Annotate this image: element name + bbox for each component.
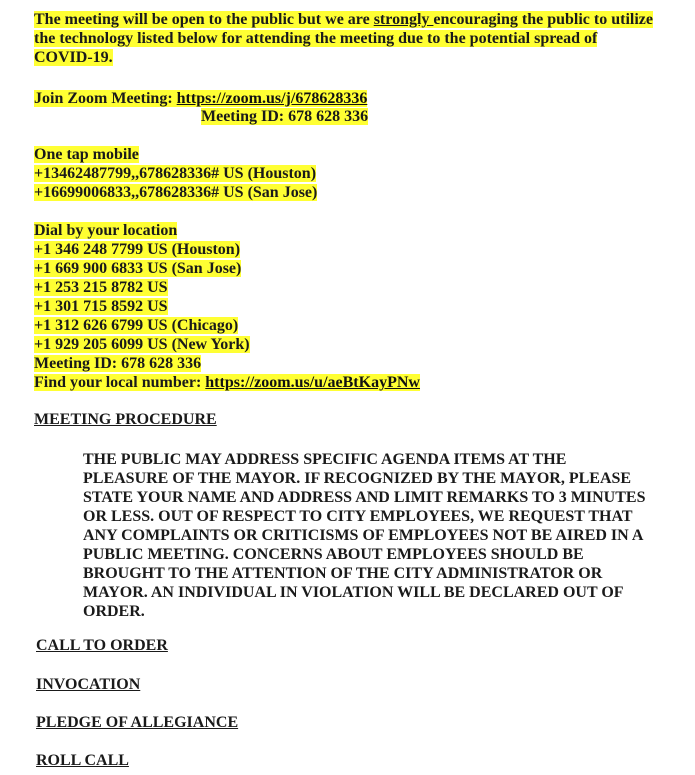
dial-number: +1 312 626 6799 US (Chicago): [34, 317, 239, 334]
dial-number: +1 669 900 6833 US (San Jose): [34, 260, 242, 277]
covid-notice: [34, 10, 653, 67]
meeting-procedure-text: [83, 450, 663, 621]
notice-text-post: encouraging the public to utilize: [433, 11, 653, 28]
local-number-link[interactable]: https://zoom.us/u/aeBtKayPNw: [205, 374, 420, 391]
procedure-line: ORDER.: [83, 603, 145, 620]
agenda-invocation: INVOCATION: [36, 676, 141, 693]
procedure-line: PLEASURE OF THE MAYOR. IF RECOGNIZED BY THE MAYOR, PLEASE: [83, 470, 632, 487]
procedure-line: OR LESS. OUT OF RESPECT TO CITY EMPLOYEES, WE REQUEST THAT: [83, 508, 633, 525]
dial-number: +1 346 248 7799 US (Houston): [34, 241, 241, 258]
notice-emphasis: strongly: [373, 11, 434, 28]
one-tap-heading: One tap mobile: [34, 146, 139, 163]
agenda-call-to-order: CALL TO ORDER: [36, 637, 168, 654]
dial-heading: Dial by your location: [34, 222, 178, 239]
procedure-line: BROUGHT TO THE ATTENTION OF THE CITY ADMINISTRATOR OR: [83, 565, 603, 582]
notice-text-pre: The meeting will be open to the public but we are: [34, 11, 374, 28]
procedure-line: STATE YOUR NAME AND ADDRESS AND LIMIT REMARKS TO 3 MINUTES: [83, 489, 646, 506]
zoom-join-label: Join Zoom Meeting:: [34, 90, 177, 107]
one-tap-line: +16699006833,,678628336# US (San Jose): [34, 184, 318, 201]
notice-line-3: COVID-19.: [34, 49, 113, 66]
dial-number: +1 253 215 8782 US: [34, 279, 168, 296]
meeting-procedure-heading: MEETING PROCEDURE: [34, 411, 217, 428]
dial-by-location-section: [34, 221, 420, 392]
agenda-pledge: PLEDGE OF ALLEGIANCE: [36, 714, 239, 731]
procedure-line: THE PUBLIC MAY ADDRESS SPECIFIC AGENDA ITEMS AT THE: [83, 451, 567, 468]
dial-number: +1 301 715 8592 US: [34, 298, 168, 315]
procedure-line: MAYOR. AN INDIVIDUAL IN VIOLATION WILL BE DECLARED OUT OF: [83, 584, 624, 601]
one-tap-mobile-section: [34, 145, 317, 202]
procedure-line: ANY COMPLAINTS OR CRITICISMS OF EMPLOYEES NOT BE AIRED IN A: [83, 527, 644, 544]
one-tap-line: +13462487799,,678628336# US (Houston): [34, 165, 317, 182]
dial-meeting-id: Meeting ID: 678 628 336: [34, 355, 202, 372]
zoom-meeting-id: Meeting ID: 678 628 336: [201, 108, 369, 125]
zoom-meeting-link[interactable]: https://zoom.us/j/678628336: [176, 90, 368, 107]
dial-number: +1 929 205 6099 US (New York): [34, 336, 250, 353]
local-number-label: Find your local number:: [34, 374, 206, 391]
agenda-roll-call: ROLL CALL: [36, 752, 129, 769]
notice-line-2: the technology listed below for attending the meeting due to the potential spread of: [34, 30, 598, 47]
zoom-join-section: [34, 89, 367, 108]
procedure-line: PUBLIC MEETING. CONCERNS ABOUT EMPLOYEES SHOULD BE: [83, 546, 584, 563]
